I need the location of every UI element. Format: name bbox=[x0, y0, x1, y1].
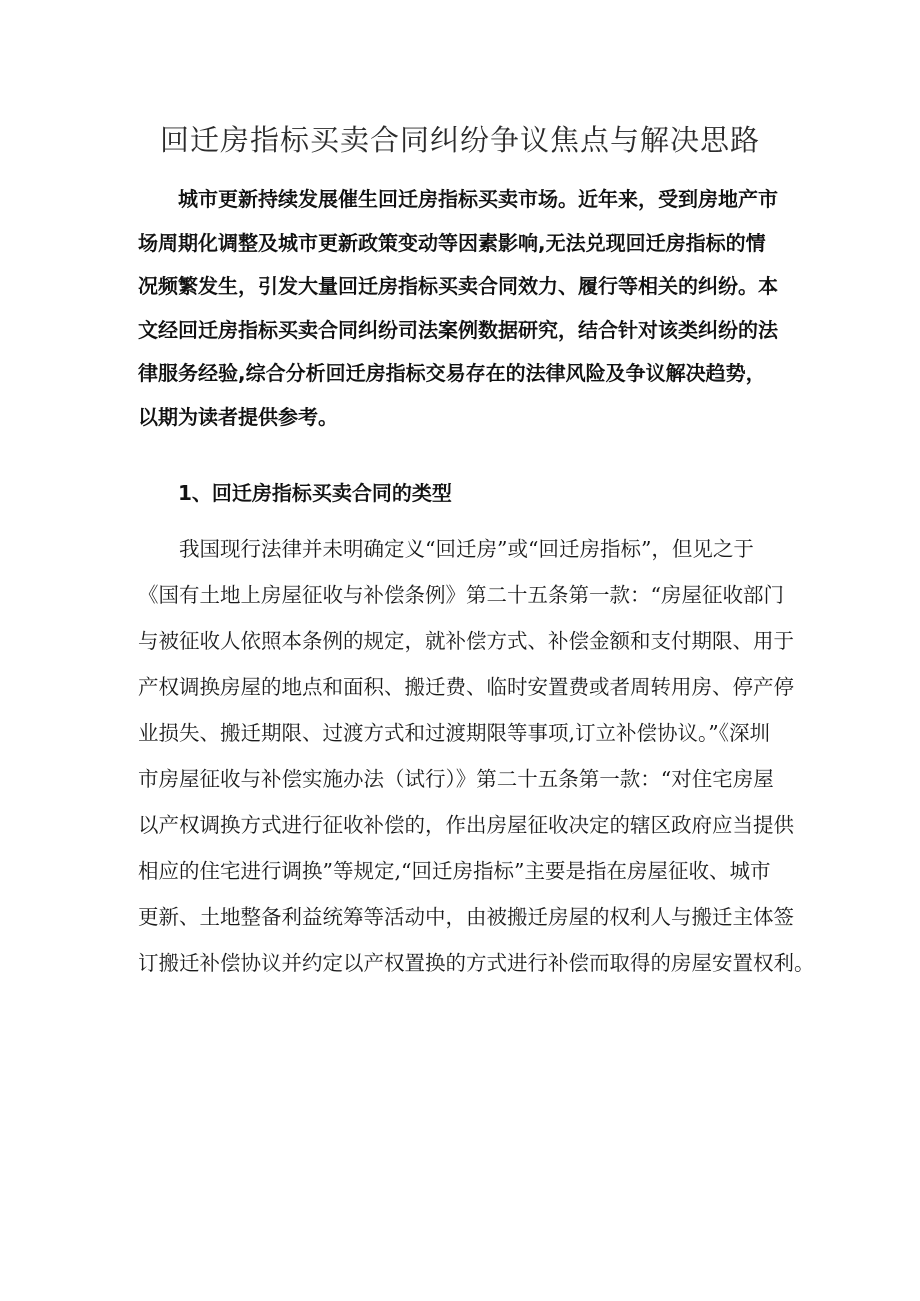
body-line: 业损失、搬迁期限、过渡方式和过渡期限等事项,订立补偿协议。”《深圳 bbox=[138, 721, 770, 745]
body-line: 相应的住宅进行调换”等规定,“回迁房指标”主要是指在房屋征收、城市 bbox=[138, 859, 771, 883]
body-line: 市房屋征收与补偿实施办法（试行）》第二十五条第一款：“对住宅房屋 bbox=[138, 767, 774, 791]
body-line: 产权调换房屋的地点和面积、搬迁费、临时安置费或者周转用房、停产停 bbox=[138, 675, 794, 699]
body-line: 我国现行法律并未明确定义“回迁房”或“回迁房指标”，但见之于 bbox=[138, 537, 754, 561]
document-title: 回迁房指标买卖合同纠纷争议焦点与解决思路 bbox=[159, 123, 760, 157]
body-paragraph bbox=[138, 526, 815, 986]
abstract-line: 况频繁发生，引发大量回迁房指标买卖合同效力、履行等相关的纠纷。本 bbox=[138, 274, 778, 299]
abstract-paragraph bbox=[138, 178, 788, 440]
abstract-line: 律服务经验,综合分析回迁房指标交易存在的法律风险及争议解决趋势， bbox=[138, 361, 766, 386]
abstract-line: 以期为读者提供参考。 bbox=[138, 404, 338, 429]
body-line: 订搬迁补偿协议并约定以产权置换的方式进行补偿而取得的房屋安置权利。 bbox=[138, 951, 815, 975]
abstract-line: 城市更新持续发展催生回迁房指标买卖市场。近年来，受到房地产市 bbox=[138, 187, 778, 211]
body-line: 与被征收人依照本条例的规定，就补偿方式、补偿金额和支付期限、用于 bbox=[138, 629, 794, 653]
body-line: 《国有土地上房屋征收与补偿条例》第二十五条第一款：“房屋征收部门 bbox=[138, 583, 784, 607]
abstract-line: 文经回迁房指标买卖合同纠纷司法案例数据研究，结合针对该类纠纷的法 bbox=[138, 317, 778, 342]
section-heading: 1、回迁房指标买卖合同的类型 bbox=[178, 481, 452, 505]
abstract-line: 场周期化调整及城市更新政策变动等因素影响,无法兑现回迁房指标的情 bbox=[138, 230, 766, 255]
body-line: 更新、土地整备利益统筹等活动中，由被搬迁房屋的权利人与搬迁主体签 bbox=[138, 905, 794, 929]
body-line: 以产权调换方式进行征收补偿的，作出房屋征收决定的辖区政府应当提供 bbox=[138, 813, 794, 837]
